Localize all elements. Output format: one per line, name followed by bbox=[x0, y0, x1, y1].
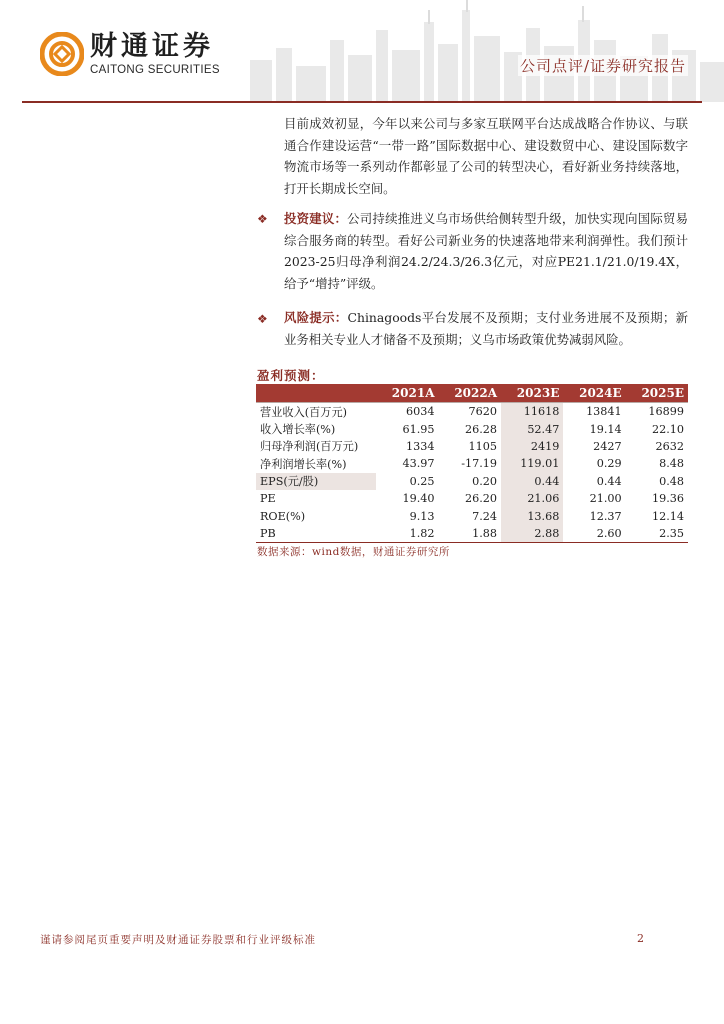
logo-english-name: CAITONG SECURITIES bbox=[90, 64, 220, 76]
table-cell: -17.19 bbox=[461, 457, 498, 471]
table-row bbox=[256, 455, 688, 472]
risk-warning-label: 风险提示： bbox=[284, 310, 348, 325]
table-cell: 26.28 bbox=[465, 422, 498, 436]
risk-warning-paragraph bbox=[284, 307, 688, 350]
table-row bbox=[256, 525, 688, 543]
table-cell: 0.44 bbox=[501, 473, 563, 490]
table-row bbox=[256, 473, 688, 490]
table-row bbox=[256, 420, 688, 437]
table-cell: 16899 bbox=[626, 403, 688, 421]
table-cell: 1.82 bbox=[376, 525, 439, 543]
table-cell: 2632 bbox=[655, 439, 684, 453]
company-logo bbox=[40, 32, 220, 76]
table-cell: 2427 bbox=[593, 439, 622, 453]
table-cell: 0.48 bbox=[659, 474, 684, 488]
row-label: 净利润增长率(%) bbox=[260, 457, 347, 471]
investment-advice-text: 公司持续推进义乌市场供给侧转型升级，加快实现向国际贸易综合服务商的转型。看好公司新业务的快速落地带来利润弹性。我们预计2023-25归母净利润24.2/24.3/26.3亿元，对应PE21.1/21.0/19.4X，给予“增持”评级。 bbox=[284, 211, 689, 291]
table-cell: 9.13 bbox=[409, 509, 435, 523]
table-cell: 0.25 bbox=[409, 474, 435, 488]
table-cell: 52.47 bbox=[501, 420, 563, 437]
table-row bbox=[256, 438, 688, 455]
column-header: 2021A bbox=[376, 384, 439, 403]
table-cell: 119.01 bbox=[501, 455, 563, 472]
diamond-bullet-icon: ❖ bbox=[257, 312, 268, 326]
table-cell: 6034 bbox=[376, 403, 439, 421]
column-header: 2025E bbox=[626, 384, 688, 403]
table-cell: 12.14 bbox=[651, 509, 684, 523]
column-header: 2022A bbox=[439, 384, 502, 403]
earnings-forecast-table bbox=[256, 384, 688, 543]
data-source-note: 数据来源：wind数据，财通证券研究所 bbox=[257, 546, 450, 558]
table-cell: 21.00 bbox=[589, 492, 622, 506]
table-row bbox=[256, 403, 688, 421]
table-header-row bbox=[256, 384, 688, 403]
table-cell: 13.68 bbox=[501, 507, 563, 524]
intro-paragraph: 目前成效初显，今年以来公司与多家互联网平台达成战略合作协议、与联通合作建设运营“一带一路”国际数据中心、建设数贸中心、建设国际数字物流市场等一系列动作都彰显了公司的转型决心，看好新业务持续落地，打开长期成长空间。 bbox=[284, 116, 688, 196]
row-label: EPS(元/股) bbox=[256, 473, 376, 490]
table-cell: 2.88 bbox=[501, 525, 563, 543]
row-label: 归母净利润(百万元) bbox=[260, 440, 359, 454]
page-header bbox=[0, 0, 724, 102]
table-cell: 61.95 bbox=[402, 422, 435, 436]
investment-advice-label: 投资建议： bbox=[284, 211, 348, 226]
table-cell: 12.37 bbox=[589, 509, 622, 523]
table-cell: 19.14 bbox=[589, 422, 622, 436]
city-skyline-graphic bbox=[230, 0, 724, 102]
table-cell: 19.36 bbox=[651, 492, 684, 506]
forecast-table-title: 盈利预测： bbox=[257, 368, 325, 383]
header-divider bbox=[22, 101, 702, 103]
row-label: 收入增长率(%) bbox=[260, 423, 336, 437]
table-cell: 8.48 bbox=[659, 457, 684, 471]
table-cell: 2419 bbox=[501, 438, 563, 455]
table-row bbox=[256, 507, 688, 524]
table-cell: 1105 bbox=[468, 439, 498, 453]
logo-emblem-icon bbox=[40, 32, 84, 76]
table-cell: 43.97 bbox=[402, 457, 435, 471]
row-label: PE bbox=[260, 492, 276, 506]
diamond-bullet-icon: ❖ bbox=[257, 212, 268, 226]
table-row bbox=[256, 490, 688, 507]
page-number: 2 bbox=[637, 932, 644, 945]
row-label: PB bbox=[256, 525, 376, 543]
table-cell: 13841 bbox=[563, 403, 625, 421]
column-header: 2023E bbox=[501, 384, 563, 403]
risk-warning-text: Chinagoods平台发展不及预期；支付业务进展不及预期；新业务相关专业人才储备不及预期；义乌市场政策优势减弱风险。 bbox=[284, 310, 689, 347]
table-cell: 21.06 bbox=[501, 490, 563, 507]
table-cell: 1.88 bbox=[439, 525, 502, 543]
column-header: 2024E bbox=[563, 384, 625, 403]
logo-chinese-name: 财通证券 bbox=[90, 31, 214, 62]
table-cell: 2.35 bbox=[626, 525, 688, 543]
table-cell: 0.44 bbox=[596, 474, 622, 488]
table-cell: 7.24 bbox=[472, 509, 498, 523]
table-cell: 7620 bbox=[439, 403, 502, 421]
table-cell: 26.20 bbox=[465, 492, 498, 506]
investment-advice-paragraph bbox=[284, 208, 688, 294]
row-label: 营业收入(百万元) bbox=[256, 403, 376, 421]
table-cell: 0.29 bbox=[596, 457, 622, 471]
table-cell: 22.10 bbox=[651, 422, 684, 436]
row-label: ROE(%) bbox=[260, 509, 306, 523]
report-type-label: 公司点评/证券研究报告 bbox=[519, 57, 686, 75]
table-cell: 2.60 bbox=[563, 525, 625, 543]
column-header bbox=[256, 384, 376, 403]
table-cell: 11618 bbox=[501, 403, 563, 421]
table-cell: 19.40 bbox=[402, 492, 435, 506]
disclaimer-footer: 谨请参阅尾页重要声明及财通证券股票和行业评级标准 bbox=[40, 934, 316, 946]
table-cell: 1334 bbox=[406, 439, 435, 453]
table-cell: 0.20 bbox=[472, 474, 498, 488]
